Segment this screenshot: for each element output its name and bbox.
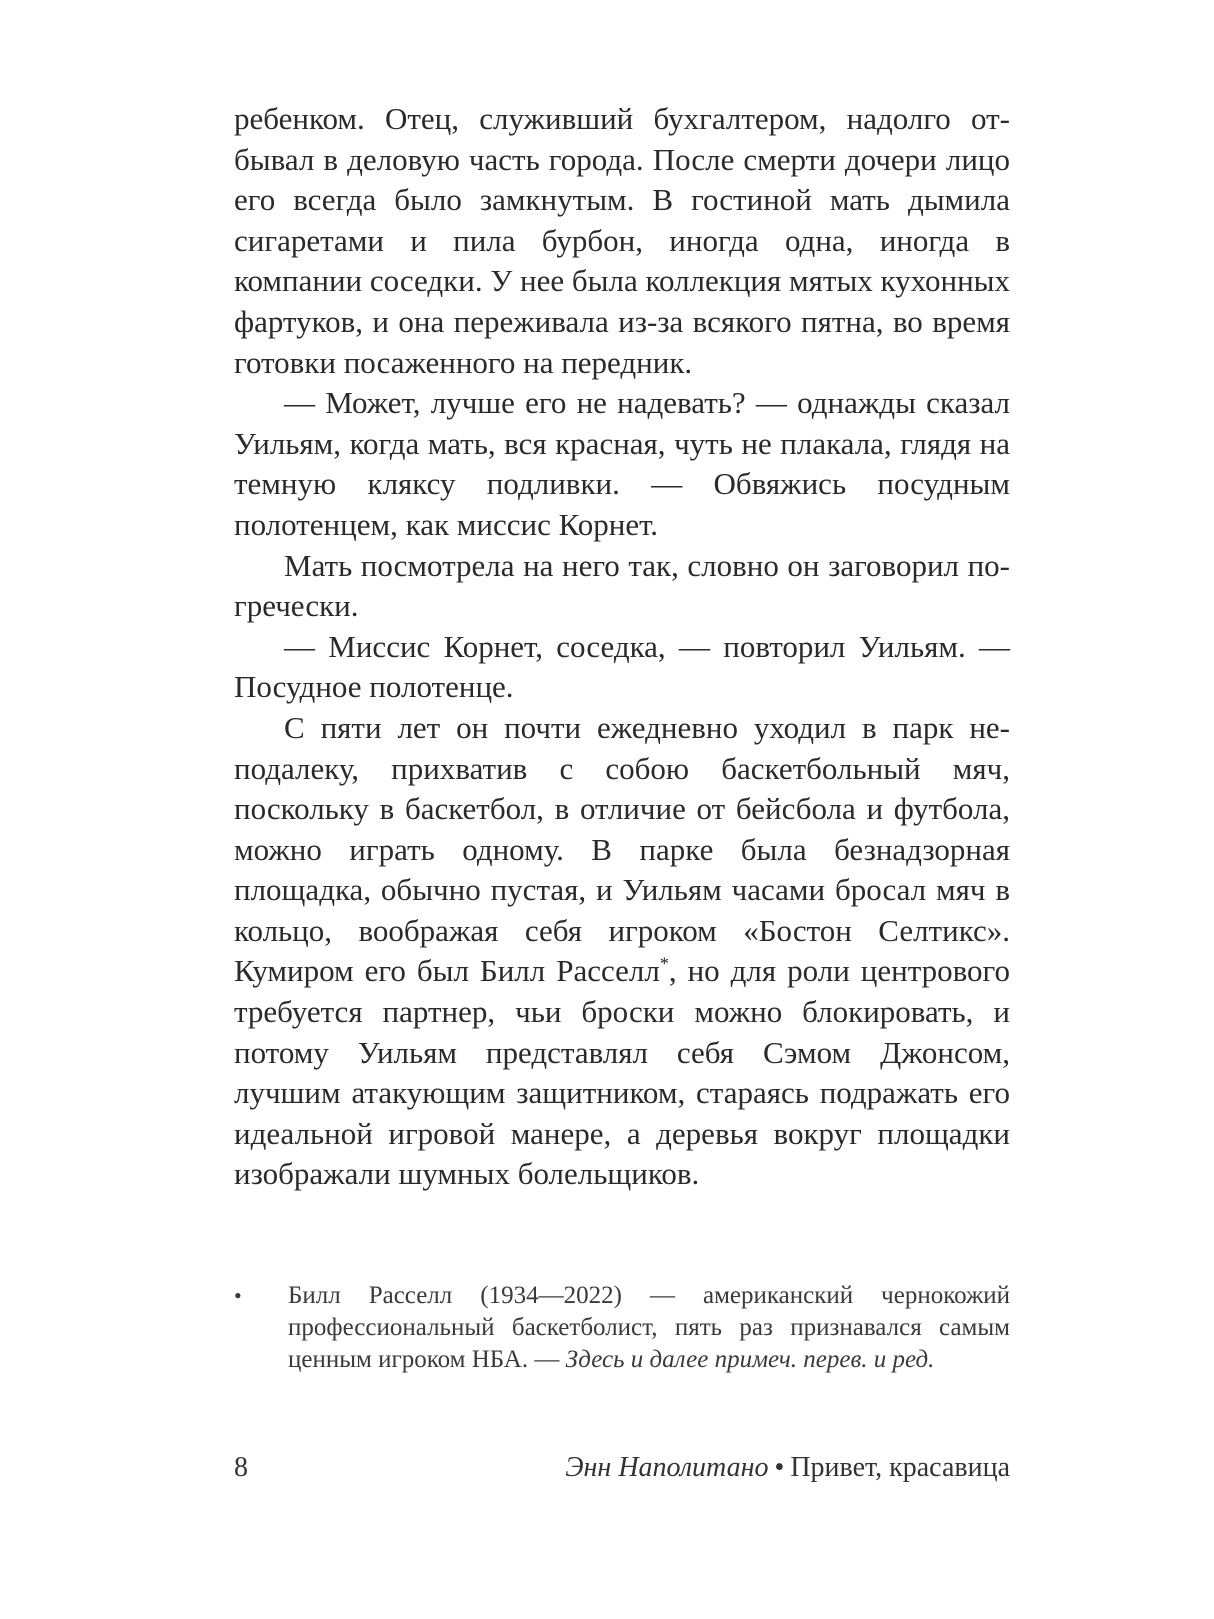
paragraph-5 (234, 708, 1010, 1195)
footnote-marker: • (234, 1283, 242, 1308)
footnote-editor-note: Здесь и далее примеч. перев. и ред. (565, 1346, 935, 1373)
paragraph-2: — Может, лучше его не надевать? — однажды сказал Уильям, когда мать, вся красная, чуть не плакала, глядя на темную кляксу подливки. — Обвяжись посудным полотенцем, как миссис Корнет. (234, 385, 1010, 542)
paragraph-4: — Миссис Корнет, соседка, — повторил Уильям. — Посудное полотенце. (234, 628, 1010, 705)
page-footer (234, 1452, 1010, 1492)
running-head-title: Привет, красавица (790, 1452, 1010, 1483)
footnote-reference[interactable]: * (659, 954, 669, 975)
paragraph-5-part-2: , но для роли центрового требуется партнер, чьи броски можно блокировать, и потому Уильям представлял себя Сэмом Джонсом, лучшим атакующим защитником, стараясь подражать его идеальной игровой манере, а деревья вокруг площадки изображали шумных болельщиков. (234, 953, 1010, 1192)
running-head-separator: • (774, 1452, 785, 1483)
running-head (565, 1452, 1010, 1484)
page-number: 8 (234, 1452, 248, 1483)
body-text (234, 99, 1010, 1195)
running-head-author: Энн Наполитано (565, 1452, 769, 1483)
footnote-body: Билл Расселл (1934—2022) — американский чернокожий профессиональный баскетболист, пять раз признавался самым ценным игроком НБА. — (288, 1282, 1010, 1373)
paragraph-1: ребенком. Отец, служивший бухгалтером, надолго отбывал в деловую часть города. После смерти дочери лицо его всегда было замкнутым. В гостиной мать дымила сигаретами и пила бурбон, иногда одна, иногда в компании соседки. У нее была коллекция мятых кухонных фартуков, и она переживала из-за всякого пятна, во время готовки посаженного на передник. (234, 101, 1010, 380)
footnote-text (288, 1280, 1010, 1376)
footnote (234, 1280, 1010, 1376)
paragraph-3: Мать посмотрела на него так, словно он заговорил по-гречески. (234, 547, 1010, 624)
paragraph-5-part-1: С пяти лет он почти ежедневно уходил в парк неподалеку, прихватив с собою баскетбольный мяч, поскольку в баскетбол, в отличие от бейсбола и футбола, можно играть одному. В парке была безнадзорная площадка, обычно пустая, и Уильям часами бросал мяч в кольцо, воображая себя игроком «Бостон Селтикс». Кумиром его был Билл Расселл (234, 709, 1010, 989)
